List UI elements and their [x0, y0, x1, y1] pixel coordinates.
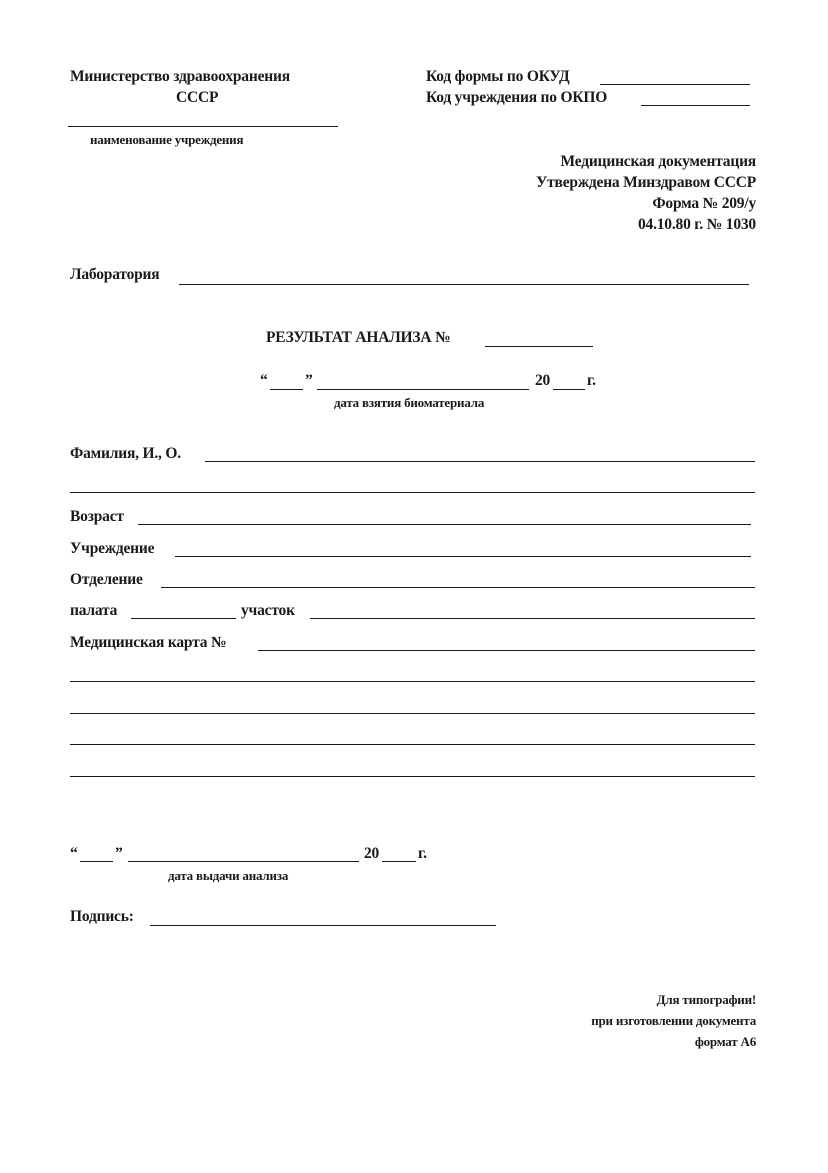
- surname-field[interactable]: [205, 461, 755, 462]
- issue-year-field[interactable]: [382, 861, 416, 862]
- department-field[interactable]: [161, 587, 755, 588]
- issue-day-field[interactable]: [80, 861, 113, 862]
- sample-day-field[interactable]: [270, 389, 303, 390]
- ministry-country: СССР: [176, 89, 219, 106]
- notes-line-1[interactable]: [70, 681, 755, 682]
- sample-date-caption: дата взятия биоматериала: [334, 395, 485, 410]
- institution-field[interactable]: [175, 556, 751, 557]
- ministry-name: Министерство здравоохранения: [70, 68, 290, 85]
- issue-month-field[interactable]: [128, 861, 359, 862]
- sample-day-open-quote: “: [260, 372, 268, 389]
- signature-label: Подпись:: [70, 908, 134, 925]
- institution-caption: наименование учреждения: [90, 132, 244, 147]
- approval-line-2: Утверждена Минздравом СССР: [535, 174, 756, 191]
- sample-month-field[interactable]: [317, 389, 529, 390]
- med-card-field[interactable]: [258, 650, 755, 651]
- issue-year-suffix: г.: [418, 845, 427, 862]
- okud-label: Код формы по ОКУД: [426, 68, 570, 85]
- notes-line-2[interactable]: [70, 713, 755, 714]
- analysis-number-field[interactable]: [485, 346, 593, 347]
- laboratory-field[interactable]: [179, 284, 749, 285]
- issue-date-caption: дата выдачи анализа: [168, 868, 289, 883]
- notes-line-3[interactable]: [70, 744, 755, 745]
- age-label: Возраст: [70, 508, 124, 525]
- district-label: участок: [241, 602, 295, 619]
- department-label: Отделение: [70, 571, 143, 588]
- laboratory-label: Лаборатория: [70, 266, 160, 283]
- print-note-line-2: при изготовлении документа: [591, 1013, 756, 1028]
- issue-year-prefix: 20: [364, 845, 380, 862]
- notes-line-4[interactable]: [70, 776, 755, 777]
- approval-line-1: Медицинская документация: [560, 153, 756, 170]
- sample-year-field[interactable]: [553, 389, 585, 390]
- issue-day-close-quote: ”: [115, 845, 123, 862]
- form-number: Форма № 209/у: [652, 195, 756, 212]
- signature-field[interactable]: [150, 925, 496, 926]
- district-field[interactable]: [310, 618, 755, 619]
- approval-date: 04.10.80 г. № 1030: [637, 216, 756, 233]
- sample-day-close-quote: ”: [305, 372, 313, 389]
- okpo-label: Код учреждения по ОКПО: [426, 89, 608, 106]
- okud-field[interactable]: [600, 84, 750, 85]
- med-card-label: Медицинская карта №: [70, 634, 227, 651]
- surname-field-continued[interactable]: [70, 492, 755, 493]
- ward-label: палата: [70, 602, 118, 619]
- sample-year-prefix: 20: [535, 372, 551, 389]
- age-field[interactable]: [138, 524, 751, 525]
- print-note-line-1: Для типографии!: [656, 992, 756, 1007]
- print-note-line-3: формат А6: [694, 1034, 756, 1049]
- surname-label: Фамилия, И., О.: [70, 445, 181, 462]
- sample-year-suffix: г.: [587, 372, 596, 389]
- issue-day-open-quote: “: [70, 845, 78, 862]
- analysis-title: РЕЗУЛЬТАТ АНАЛИЗА №: [266, 329, 451, 346]
- institution-name-line[interactable]: [68, 126, 338, 127]
- okpo-field[interactable]: [641, 105, 750, 106]
- institution-label: Учреждение: [70, 540, 155, 557]
- ward-field[interactable]: [131, 618, 236, 619]
